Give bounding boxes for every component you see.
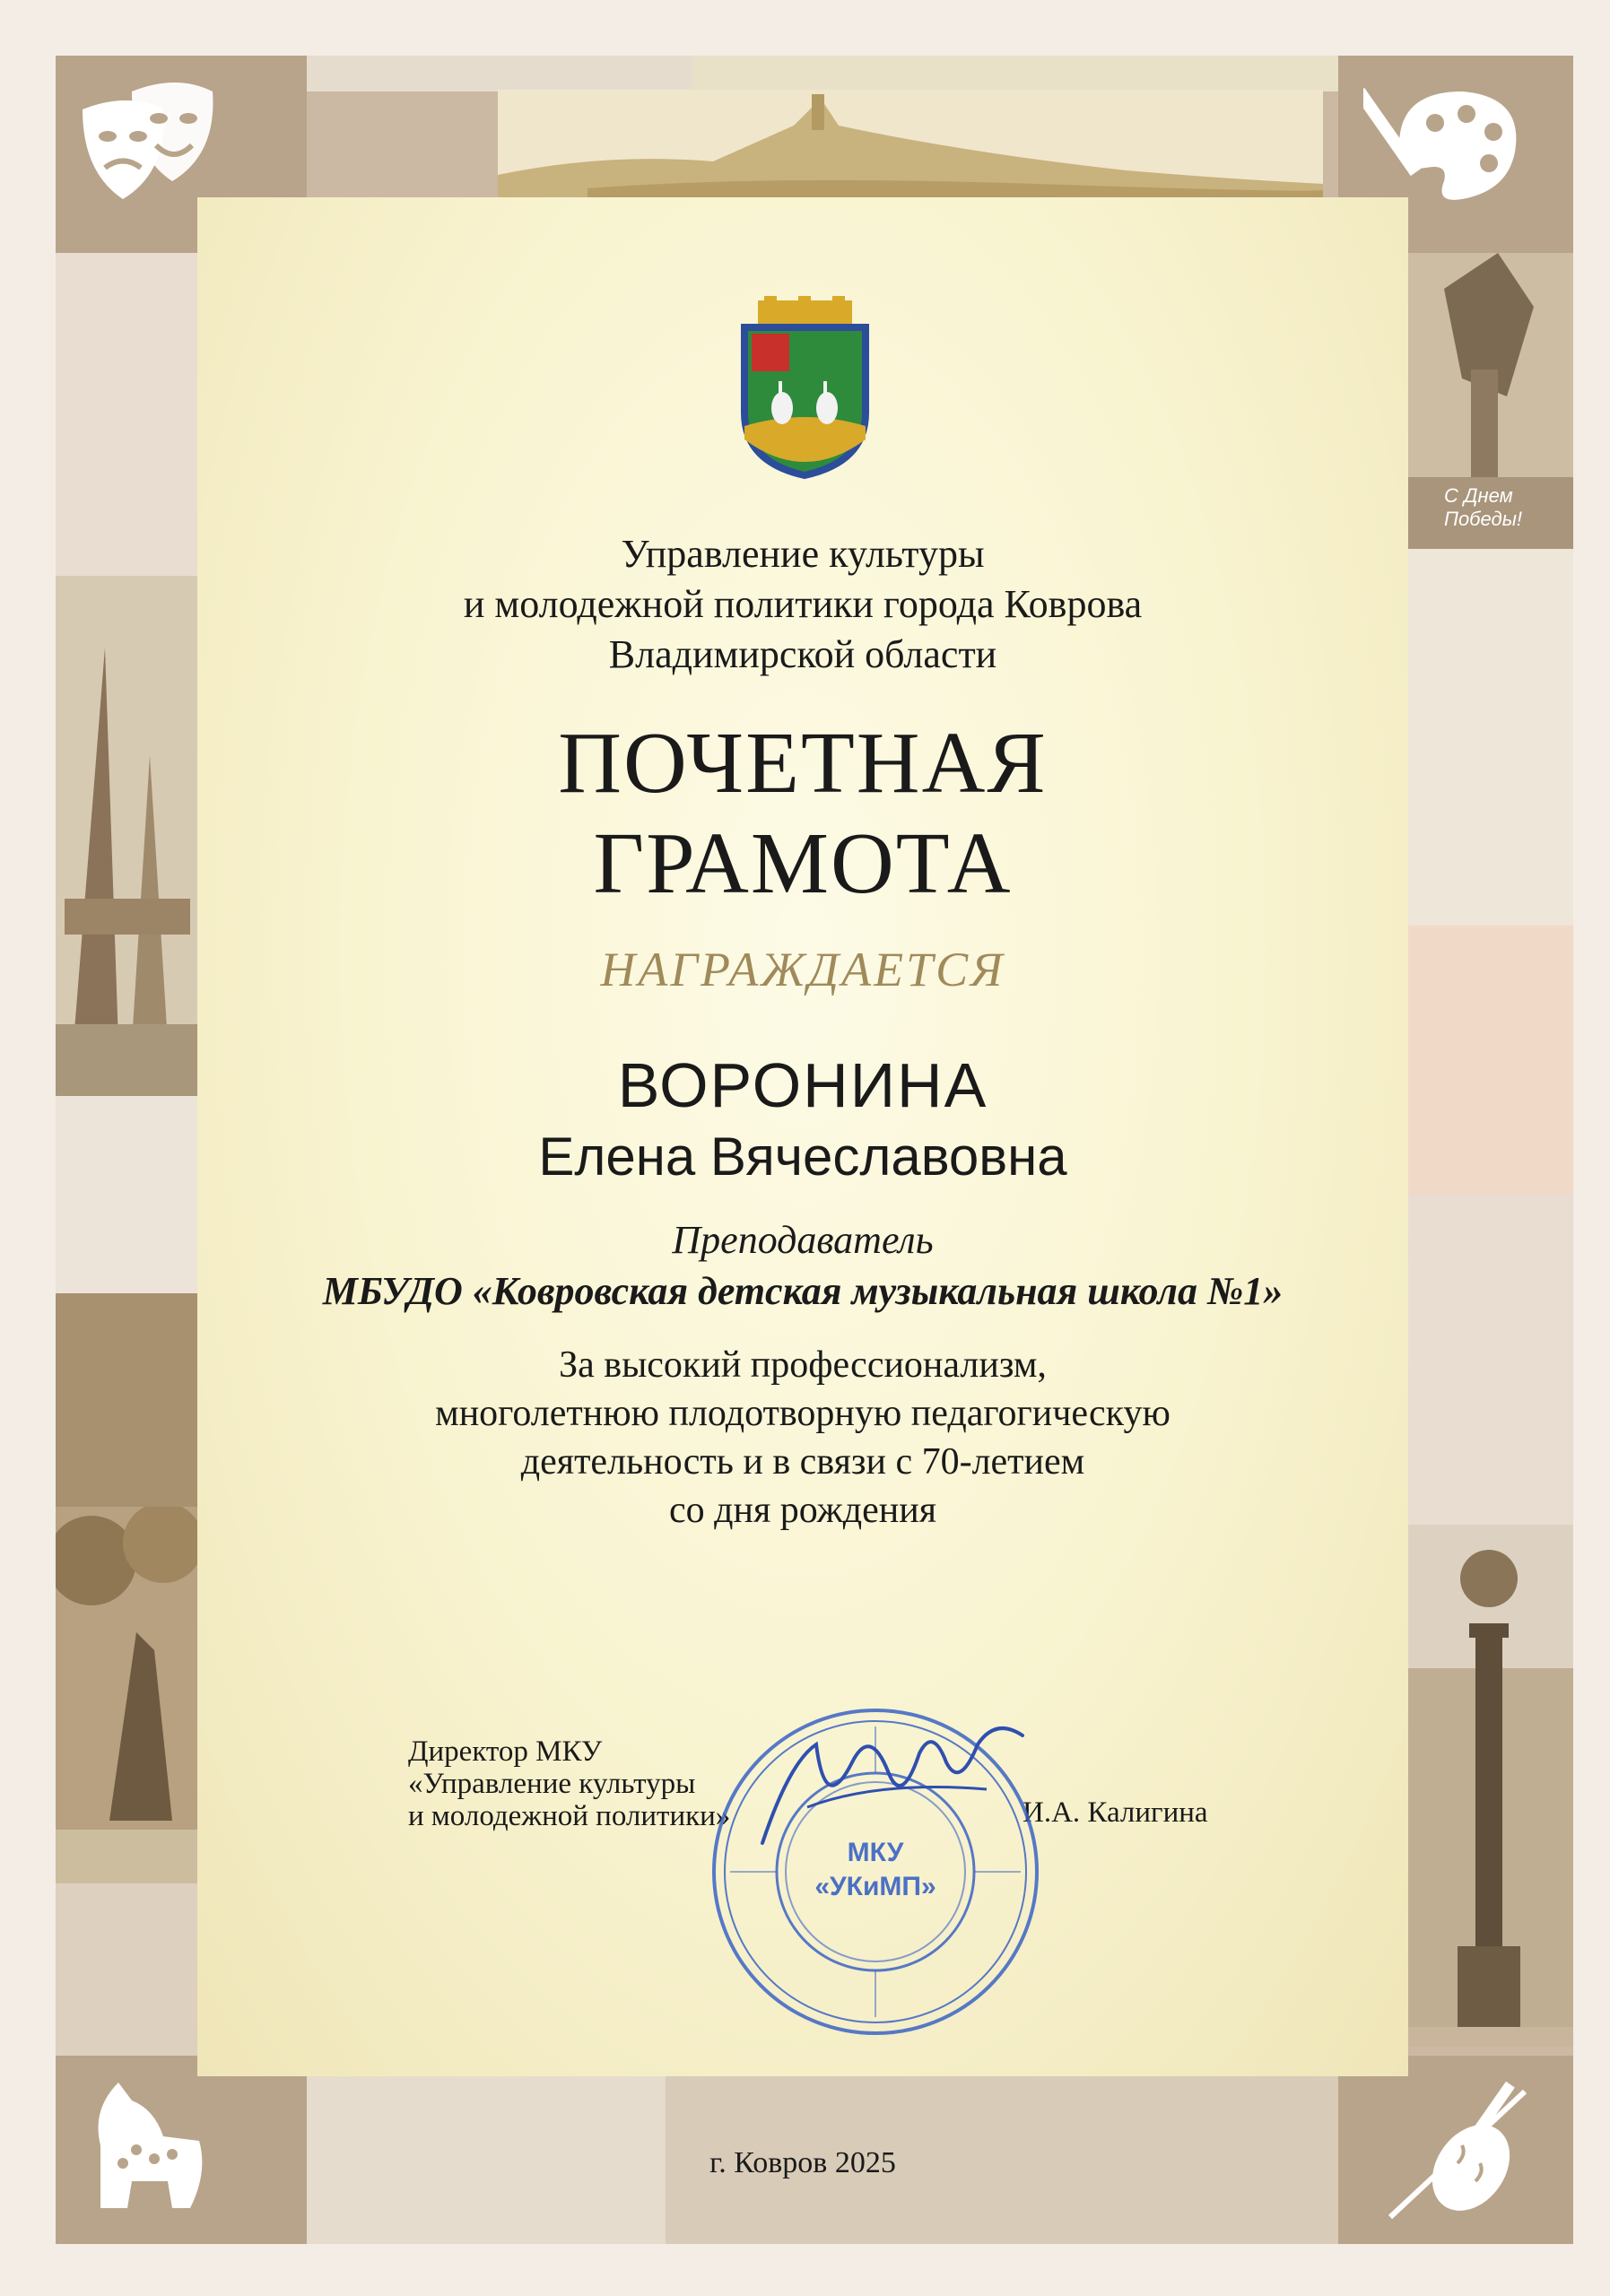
org-line-2: и молодежной политики города Коврова <box>463 582 1143 626</box>
stamp-center-line-2: «УКиМП» <box>814 1872 936 1901</box>
kovrov-coat-of-arms <box>727 296 883 489</box>
signatory-title-line-2: «Управление культуры <box>408 1768 696 1800</box>
recipient-given-names: Елена Вячеславовна <box>538 1126 1067 1187</box>
handwritten-signature <box>753 1709 1040 1861</box>
signatory-title-line-1: Директор МКУ <box>408 1735 603 1768</box>
place-and-year: г. Ковров 2025 <box>709 2146 896 2179</box>
violin-icon <box>1363 2056 1543 2235</box>
recipient-organization: МБУДО «Ковровская детская музыкальная школа №1» <box>322 1269 1284 1313</box>
folk-toy-horse-icon <box>56 2056 235 2235</box>
photo-caption: С Днем Победы! <box>1444 484 1523 530</box>
reason-line-4: со дня рождения <box>668 1490 937 1531</box>
recipient-surname: ВОРОНИНА <box>617 1050 988 1120</box>
stamp-center-line-1: МКУ <box>847 1838 904 1867</box>
photo-monument-left <box>56 576 197 1096</box>
signatory-name: И.А. Калигина <box>1023 1796 1208 1829</box>
photo-victory-day <box>1408 253 1573 549</box>
signatory-title-line-3: и молодежной политики» <box>408 1800 731 1832</box>
reason-line-3: деятельность и в связи с 70-летием <box>520 1441 1085 1483</box>
recipient-position: Преподаватель <box>672 1218 934 1262</box>
reason-line-2: многолетнюю плодотворную педагогическую <box>435 1393 1171 1434</box>
signatory-title <box>408 1735 730 1832</box>
org-line-1: Управление культуры <box>621 532 985 576</box>
photo-stele-right <box>1408 1525 1573 2027</box>
title-line-1: ПОЧЕТНАЯ <box>558 715 1048 812</box>
photo-church-panorama <box>498 90 1323 197</box>
awarded-label: НАГРАЖДАЕТСЯ <box>600 943 1005 996</box>
reason-line-1: За высокий профессионализм, <box>559 1344 1047 1386</box>
org-line-3: Владимирской области <box>608 632 997 676</box>
issuing-organization <box>197 529 1408 680</box>
photo-memorial-left <box>56 1507 197 1883</box>
title-line-2: ГРАМОТА <box>593 815 1013 912</box>
certificate-title <box>197 713 1408 914</box>
award-reason <box>197 1341 1408 1535</box>
